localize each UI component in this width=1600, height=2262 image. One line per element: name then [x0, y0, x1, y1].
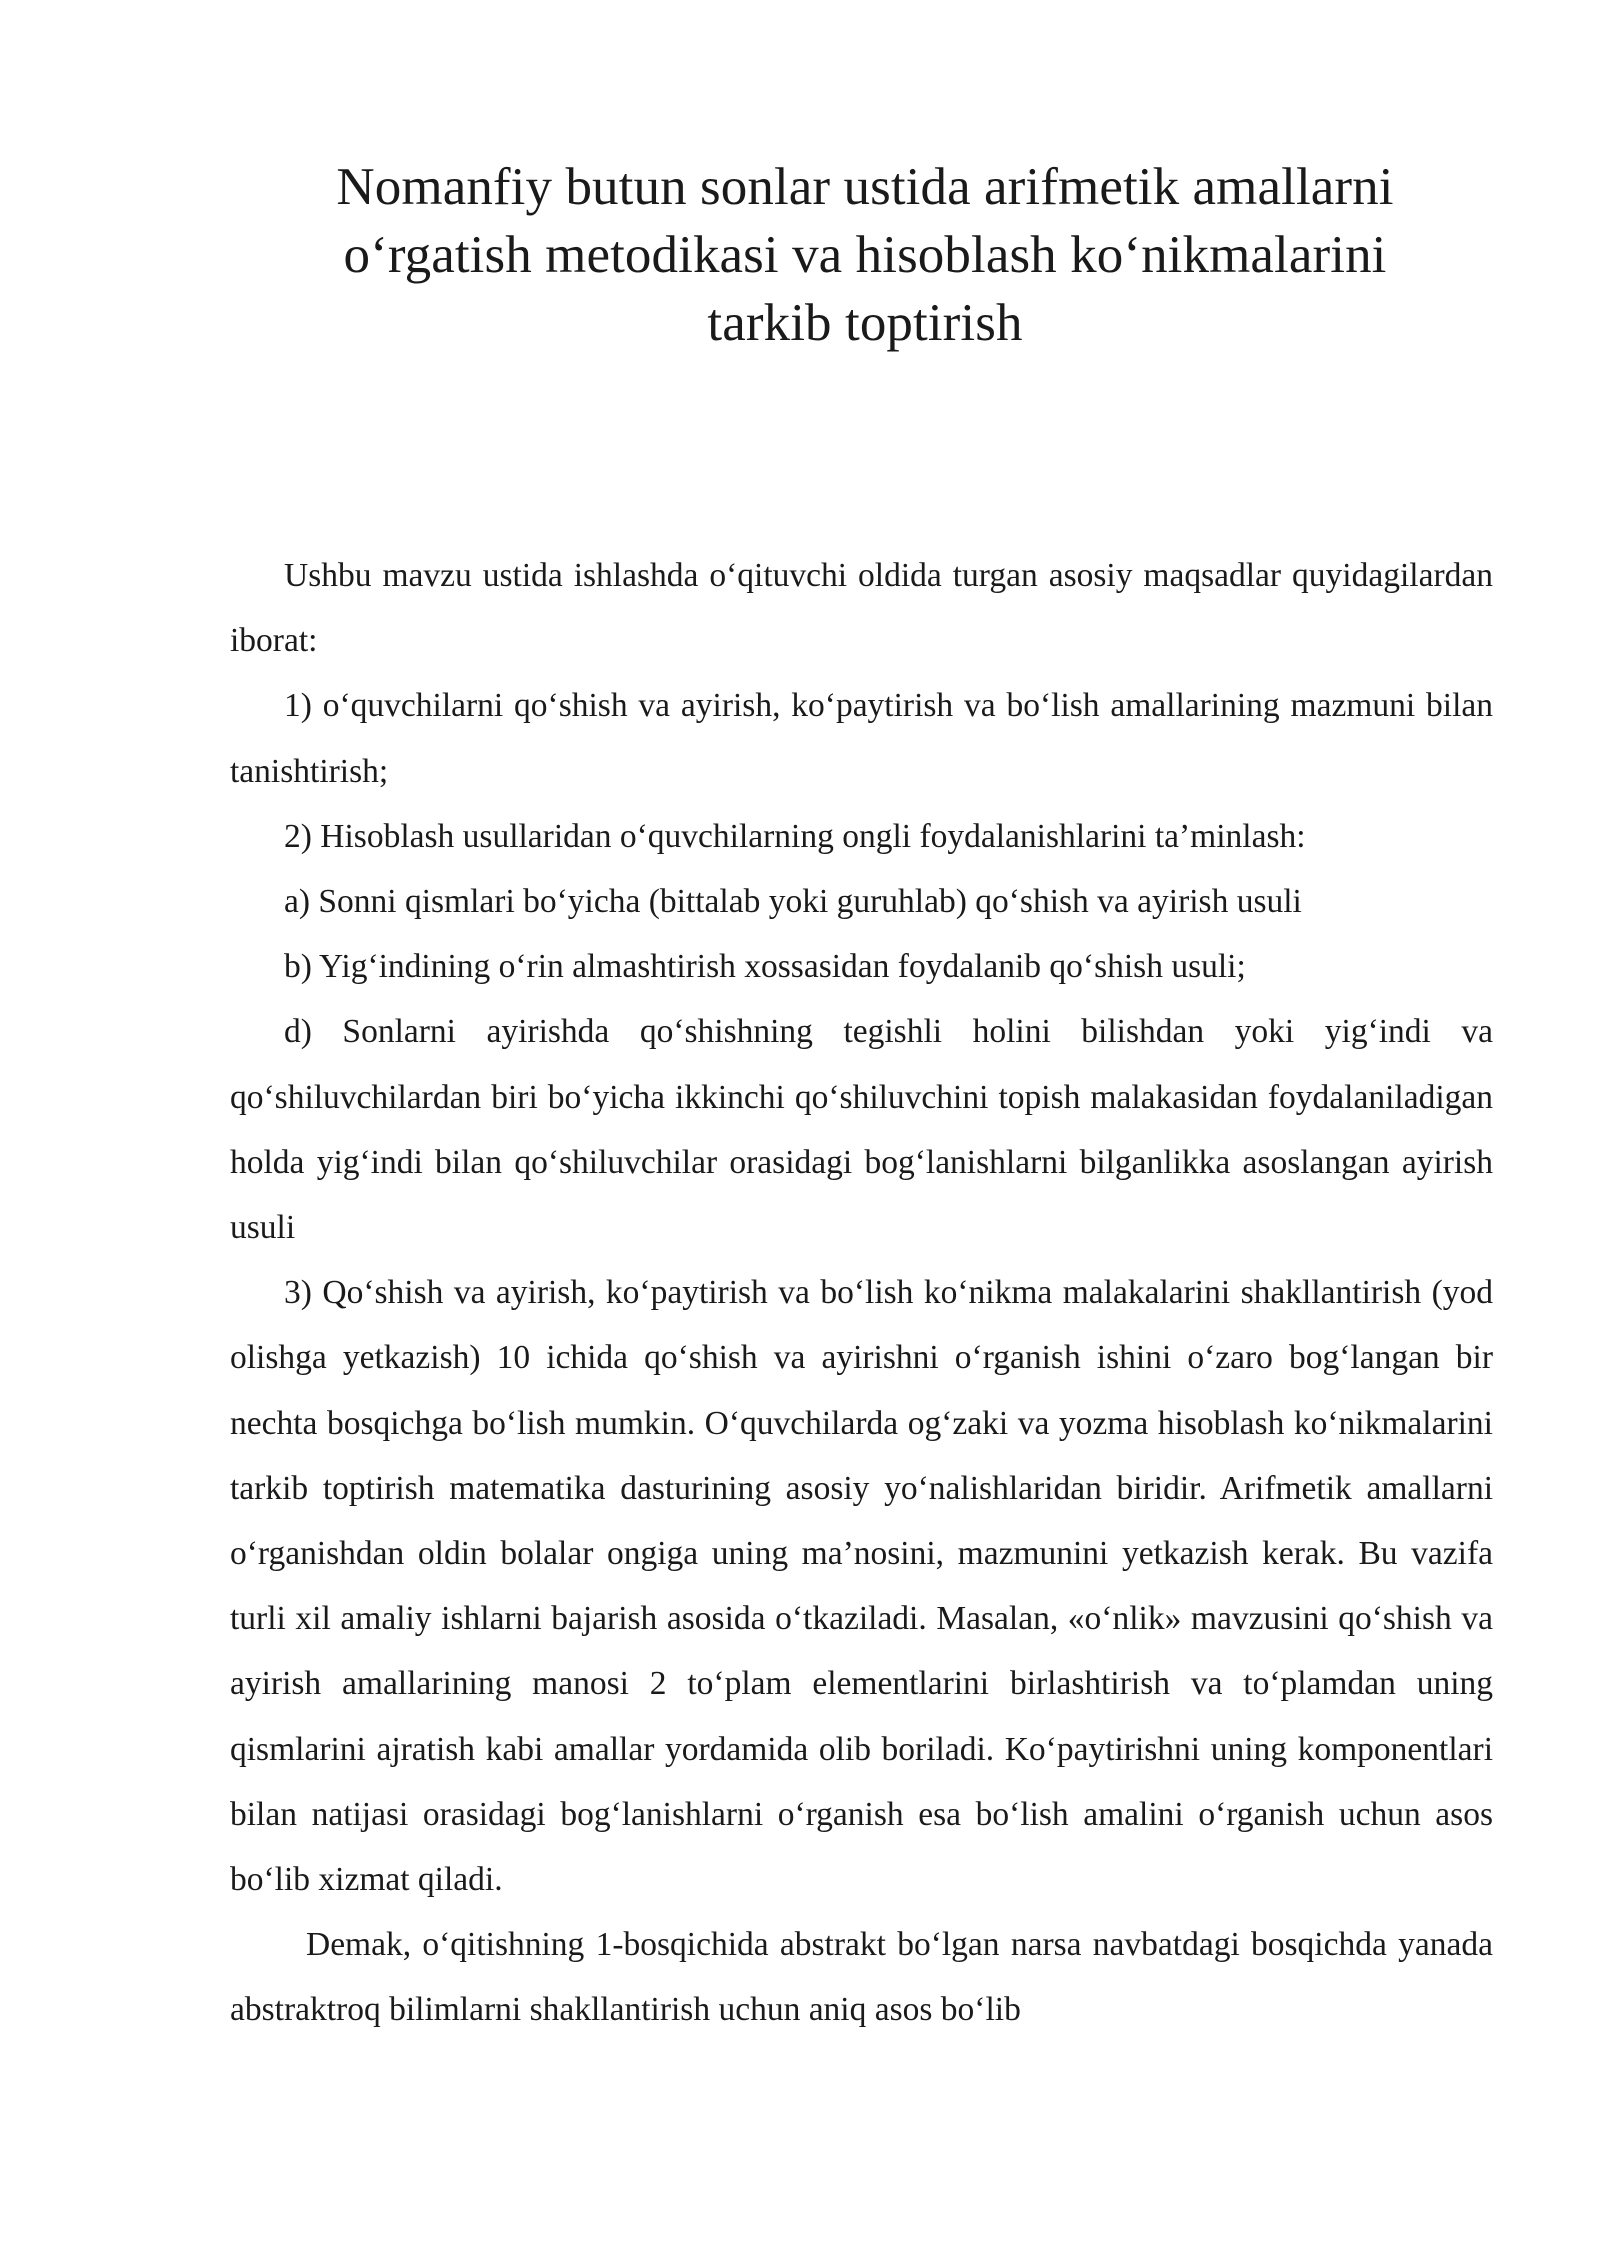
paragraph-item-2d: d) Sonlarni ayirishda qo‘shishning tegishli holini bilishdan yoki yig‘indi va qo‘shiluvchilardan biri bo‘yicha ikkinchi qo‘shiluvchini topish malakasidan foydalaniladigan holda yig‘indi bilan qo‘shiluvchilar orasidagi bog‘lanishlarni bilganlikka asoslangan ayirish usuli: [230, 1013, 1493, 1247]
title-line-1: Nomanfiy butun sonlar ustida arifmetik amallarni: [336, 158, 1394, 216]
paragraph-intro: Ushbu mavzu ustida ishlashda o‘qituvchi oldida turgan asosiy maqsadlar quyidagilardan iborat:: [230, 557, 1493, 660]
paragraph-item-2: 2) Hisoblash usullaridan o‘quvchilarning ongli foydalanishlarini ta’minlash:: [284, 817, 1306, 855]
paragraph-conclusion: Demak, o‘qitishning 1-bosqichida abstrakt bo‘lgan narsa navbatdagi bosqichda yanada abstraktroq bilimlarni shakllantirish uchun aniq asos bo‘lib: [230, 1926, 1493, 2029]
document-title: [230, 153, 1500, 357]
paragraph-item-2a: a) Sonni qismlari bo‘yicha (bittalab yoki guruhlab) qo‘shish va ayirish usuli: [284, 883, 1302, 921]
paragraph-item-3: 3) Qo‘shish va ayirish, ko‘paytirish va bo‘lish ko‘nikma malakalarini shakllantirish (yod olishga yetkazish) 10 ichida qo‘shish va ayirishni o‘rganish ishini o‘zaro bog‘langan bir nechta bosqichga bo‘lish mumkin. O‘quvchilarda og‘zaki va yozma hisoblash ko‘nikmalarini tarkib toptirish matematika dasturining asosiy yo‘nalishlaridan biridir. Arifmetik amallarni o‘rganishdan oldin bolalar ongiga uning ma’nosini, mazmunini yetkazish kerak. Bu vazifa turli xil amaliy ishlarni bajarish asosida o‘tkaziladi. Masalan, «o‘nlik» mavzusini qo‘shish va ayirish amallarining manosi 2 to‘plam elementlarini birlashtirish va to‘plamdan uning qismlarini ajratish kabi amallar yordamida olib boriladi. Ko‘paytirishni uning komponentlari bilan natijasi orasidagi bog‘lanishlarni o‘rganish esa bo‘lish amalini o‘rganish uchun asos bo‘lib xizmat qiladi.: [230, 1274, 1493, 1899]
document-body: [230, 543, 1493, 2043]
title-line-2: o‘rgatish metodikasi va hisoblash ko‘nikmalarini: [343, 226, 1387, 284]
paragraph-item-1: 1) o‘quvchilarni qo‘shish va ayirish, ko‘paytirish va bo‘lish amallarining mazmuni bilan tanishtirish;: [230, 687, 1493, 790]
title-line-3: tarkib toptirish: [707, 294, 1023, 352]
paragraph-item-2b: b) Yig‘indining o‘rin almashtirish xossasidan foydalanib qo‘shish usuli;: [284, 948, 1246, 986]
